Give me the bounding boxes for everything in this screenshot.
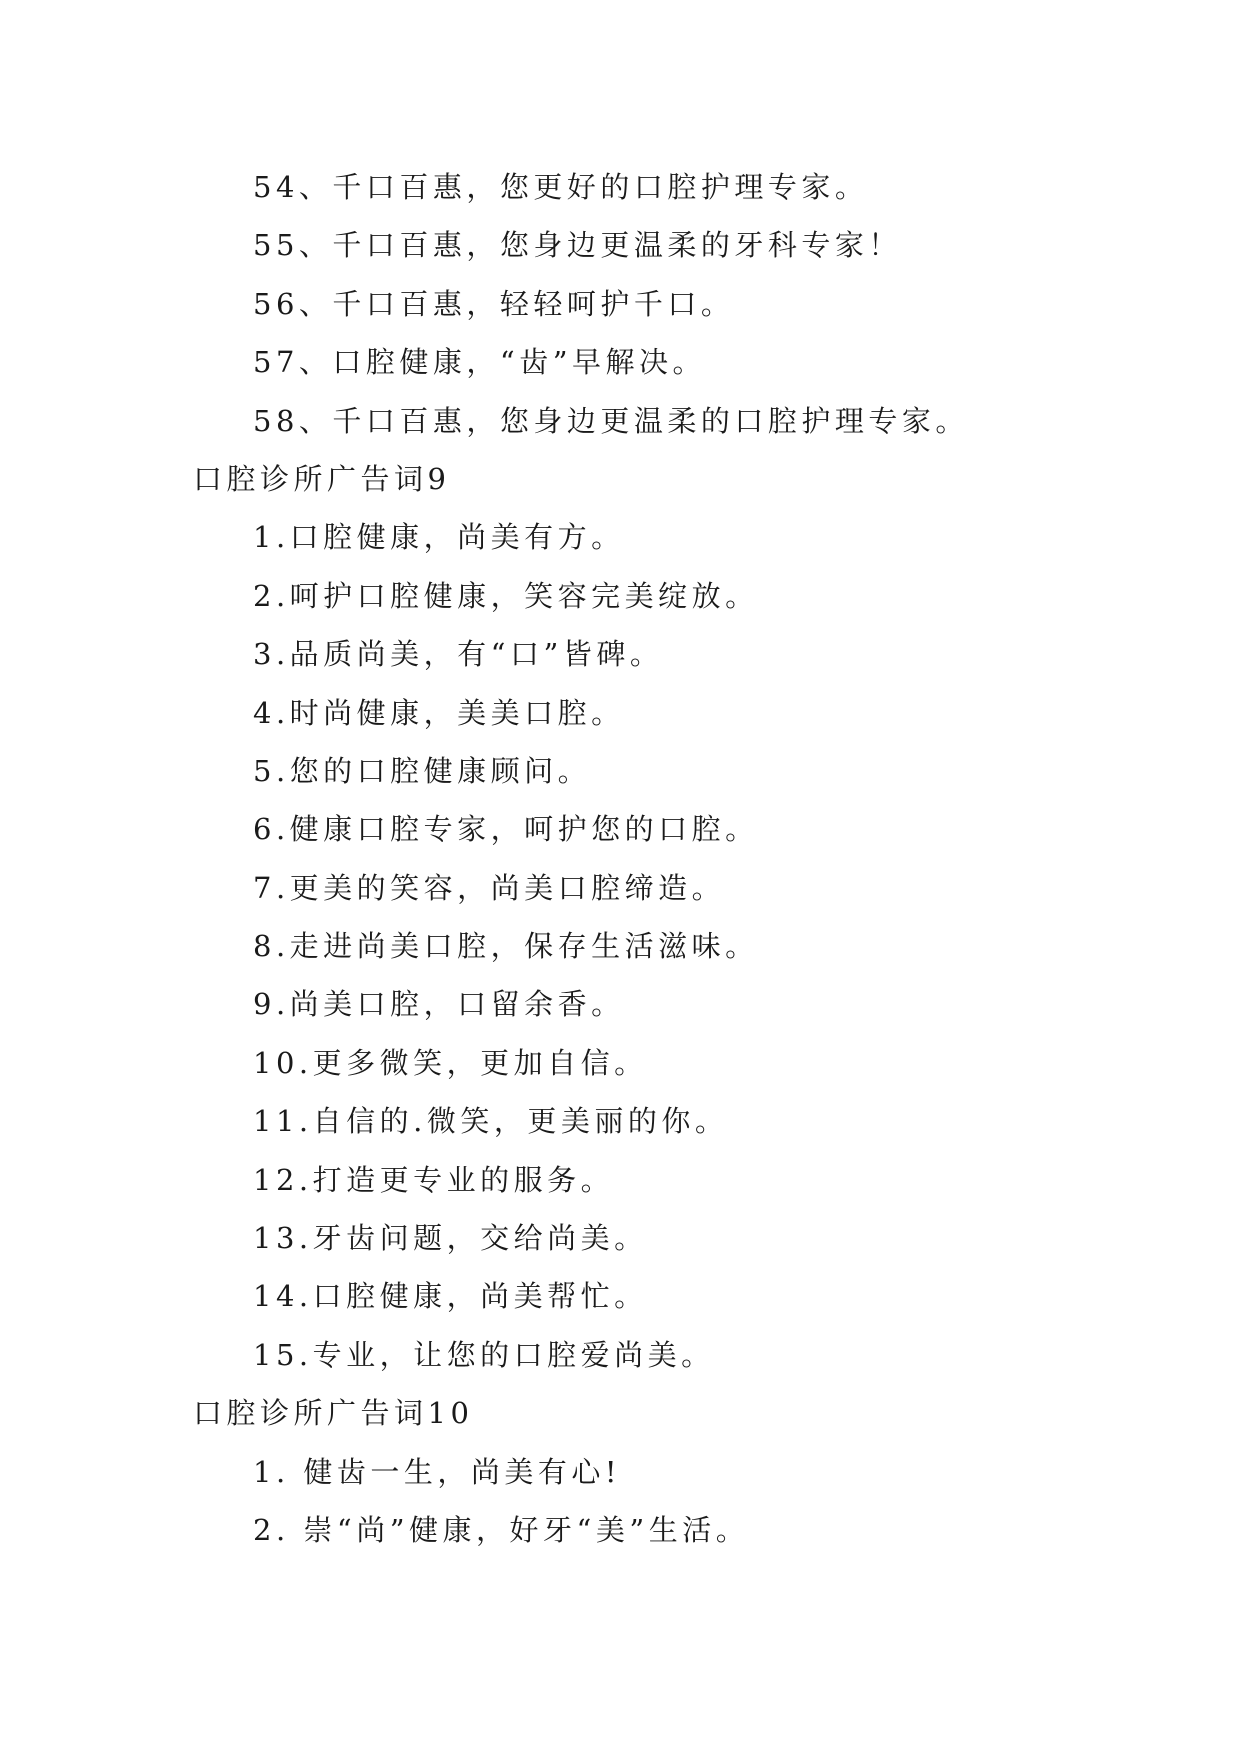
list-item: 12.打造更专业的服务。 [253,1162,615,1197]
list-item: 1. 健齿一生，尚美有心! [253,1454,622,1489]
list-item: 14.口腔健康，尚美帮忙。 [253,1279,648,1314]
list-item: 54、千口百惠，您更好的口腔护理专家。 [253,170,869,204]
list-item: 7.更美的笑容，尚美口腔缔造。 [253,870,726,905]
list-item: 6.健康口腔专家，呵护您的口腔。 [253,812,759,847]
list-item: 4.时尚健康，美美口腔。 [253,695,625,730]
list-item: 3.品质尚美，有“口”皆碑。 [253,637,664,672]
list-item: 2. 崇“尚”健康，好牙“美”生活。 [253,1512,750,1547]
list-item: 8.走进尚美口腔，保存生活滋味。 [253,929,759,964]
section-heading-9: 口腔诊所广告词9 [193,461,451,496]
list-item: 10.更多微笑，更加自信。 [253,1045,648,1080]
list-item: 55、千口百惠，您身边更温柔的牙科专家！ [253,228,902,263]
list-item: 5.您的口腔健康顾问。 [253,753,592,788]
list-item: 56、千口百惠，轻轻呵护千口。 [253,286,735,321]
list-item: 1.口腔健康，尚美有方。 [253,520,625,555]
list-item: 9.尚美口腔，口留余香。 [253,987,625,1022]
list-item: 58、千口百惠，您身边更温柔的口腔护理专家。 [253,403,969,438]
list-item: 15.专业，让您的口腔爱尚美。 [253,1337,715,1372]
list-item: 11.自信的.微笑，更美丽的你。 [253,1104,729,1139]
list-item: 2.呵护口腔健康，笑容完美绽放。 [253,578,759,613]
list-item: 57、口腔健康，“齿”早解决。 [253,345,707,380]
section-heading-10: 口腔诊所广告词10 [193,1396,474,1431]
document-body [193,158,1073,1559]
list-item: 13.牙齿问题，交给尚美。 [253,1221,648,1256]
